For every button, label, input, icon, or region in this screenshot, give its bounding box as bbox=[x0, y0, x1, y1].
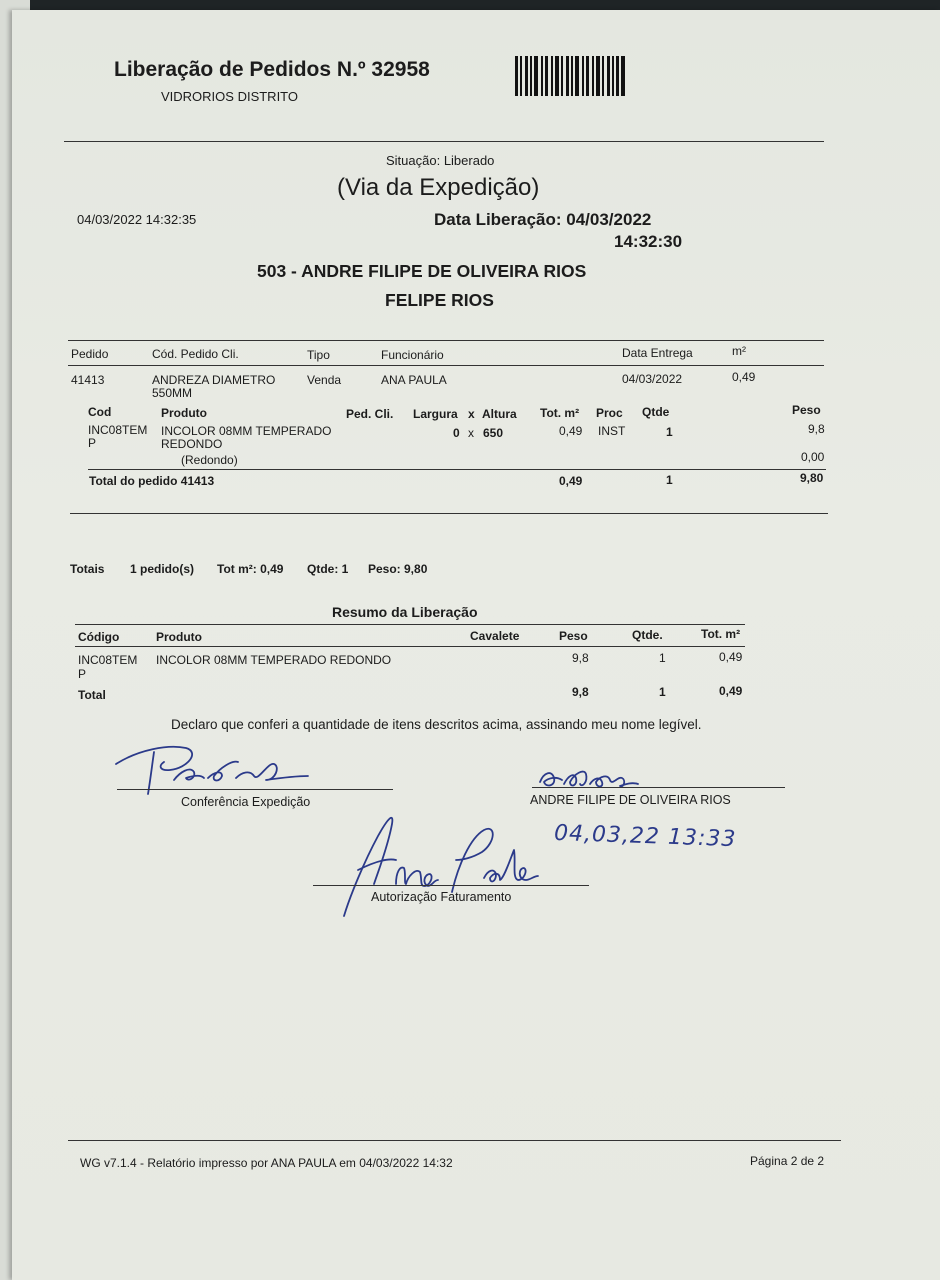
item-col-cod: Cod bbox=[88, 405, 112, 419]
item-col-x: x bbox=[468, 407, 475, 421]
order-total-m2: 0,49 bbox=[559, 474, 583, 488]
summary-title: Resumo da Liberação bbox=[332, 604, 478, 620]
client-printed-name: ANDRE FILIPE DE OLIVEIRA RIOS bbox=[530, 793, 731, 807]
item-width: 0 bbox=[453, 426, 460, 440]
order-total-label: Total do pedido 41413 bbox=[89, 474, 215, 488]
client-signature-line bbox=[532, 787, 785, 788]
declaration-text: Declaro que conferi a quantidade de itens descritos acima, assinando meu nome legível. bbox=[171, 717, 702, 732]
order-header-rule bbox=[68, 365, 824, 366]
order-delivery-date: 04/03/2022 bbox=[622, 372, 683, 386]
item-note-value: 0,00 bbox=[801, 450, 825, 464]
item-code: INC08TEM bbox=[88, 423, 148, 437]
conferencia-signature-line bbox=[117, 789, 393, 790]
conferencia-label: Conferência Expedição bbox=[181, 795, 311, 809]
summary-top-rule bbox=[75, 624, 745, 625]
autorizacao-signature-line bbox=[313, 885, 589, 886]
document-title: Liberação de Pedidos N.º 32958 bbox=[114, 58, 430, 81]
summary-total-label: Total bbox=[78, 688, 106, 702]
order-number: 41413 bbox=[71, 373, 105, 387]
summary-code: INC08TEM bbox=[78, 653, 138, 667]
item-product-cont: REDONDO bbox=[161, 437, 223, 451]
item-x: x bbox=[468, 426, 474, 440]
summary-product: INCOLOR 08MM TEMPERADO REDONDO bbox=[156, 653, 392, 667]
totals-qty: Qtde: 1 bbox=[307, 562, 349, 576]
item-col-proc: Proc bbox=[596, 406, 623, 420]
col-data-entrega: Data Entrega bbox=[622, 346, 693, 360]
item-col-qtde: Qtde bbox=[642, 405, 670, 419]
order-employee: ANA PAULA bbox=[381, 373, 447, 387]
item-tot-m2: 0,49 bbox=[559, 424, 583, 438]
summary-total-m2: 0,49 bbox=[719, 684, 743, 698]
autorizacao-signature bbox=[334, 806, 544, 922]
item-total-rule bbox=[88, 469, 826, 470]
item-height: 650 bbox=[483, 426, 504, 440]
item-qty: 1 bbox=[666, 425, 673, 439]
order-type: Venda bbox=[307, 373, 342, 387]
item-note: (Redondo) bbox=[181, 453, 238, 467]
client-order-code-cont: 550MM bbox=[152, 386, 193, 400]
summary-col-peso: Peso bbox=[559, 629, 588, 643]
order-total-weight: 9,80 bbox=[800, 471, 824, 485]
col-funcionario: Funcionário bbox=[381, 348, 444, 362]
totals-m2: Tot m²: 0,49 bbox=[217, 562, 284, 576]
item-col-ped-cli: Ped. Cli. bbox=[346, 407, 394, 421]
summary-m2: 0,49 bbox=[719, 650, 743, 664]
footer-rule bbox=[68, 1140, 841, 1141]
order-table-top-rule bbox=[68, 340, 824, 341]
footer-print-info: WG v7.1.4 - Relatório impresso por ANA PAULA em 04/03/2022 14:32 bbox=[80, 1156, 453, 1170]
item-col-largura: Largura bbox=[413, 407, 458, 421]
summary-col-cavalete: Cavalete bbox=[470, 629, 520, 643]
summary-header-rule bbox=[75, 646, 745, 647]
summary-col-tot-m2: Tot. m² bbox=[701, 627, 741, 641]
document-page bbox=[12, 10, 940, 1280]
order-section-bottom-rule bbox=[70, 513, 828, 514]
summary-qty: 1 bbox=[659, 651, 666, 665]
status-text: Situação: Liberado bbox=[386, 153, 495, 168]
col-pedido: Pedido bbox=[71, 347, 109, 361]
item-weight: 9,8 bbox=[808, 422, 825, 436]
client-signature bbox=[534, 762, 644, 796]
summary-col-produto: Produto bbox=[156, 630, 202, 644]
summary-weight: 9,8 bbox=[572, 651, 589, 665]
item-col-altura: Altura bbox=[482, 407, 517, 421]
conferencia-signature bbox=[108, 732, 318, 802]
summary-col-qtde: Qtde. bbox=[632, 628, 663, 642]
release-date: Data Liberação: 04/03/2022 bbox=[434, 210, 652, 229]
summary-total-qty: 1 bbox=[659, 685, 666, 699]
totals-orders: 1 pedido(s) bbox=[130, 562, 195, 576]
item-proc: INST bbox=[598, 424, 626, 438]
order-m2: 0,49 bbox=[732, 370, 756, 384]
release-time: 14:32:30 bbox=[614, 232, 683, 251]
col-tipo: Tipo bbox=[307, 348, 330, 362]
handwritten-date: 04,03,22 13:33 bbox=[553, 820, 737, 853]
item-col-produto: Produto bbox=[161, 406, 207, 420]
col-m2: m² bbox=[732, 344, 746, 358]
footer-page-number: Página 2 de 2 bbox=[750, 1154, 825, 1168]
client-nickname: FELIPE RIOS bbox=[385, 290, 494, 310]
col-cod-pedido-cli: Cód. Pedido Cli. bbox=[152, 347, 239, 361]
company-name: VIDRORIOS DISTRITO bbox=[161, 89, 298, 104]
item-col-tot-m2: Tot. m² bbox=[540, 406, 580, 420]
autorizacao-label: Autorização Faturamento bbox=[371, 890, 512, 904]
client-name: 503 - ANDRE FILIPE DE OLIVEIRA RIOS bbox=[257, 261, 587, 281]
header-divider bbox=[64, 141, 824, 142]
item-code-cont: P bbox=[88, 436, 97, 450]
print-datetime: 04/03/2022 14:32:35 bbox=[77, 212, 197, 227]
summary-col-codigo: Código bbox=[78, 630, 120, 644]
summary-total-weight: 9,8 bbox=[572, 685, 589, 699]
order-total-qty: 1 bbox=[666, 473, 673, 487]
via-label: (Via da Expedição) bbox=[337, 174, 540, 201]
totals-label: Totais bbox=[70, 562, 105, 576]
item-col-peso: Peso bbox=[792, 403, 821, 417]
summary-code-cont: P bbox=[78, 667, 87, 681]
totals-weight: Peso: 9,80 bbox=[368, 562, 428, 576]
client-order-code: ANDREZA DIAMETRO bbox=[152, 373, 276, 387]
barcode-image bbox=[515, 56, 649, 96]
item-product: INCOLOR 08MM TEMPERADO bbox=[161, 424, 332, 438]
